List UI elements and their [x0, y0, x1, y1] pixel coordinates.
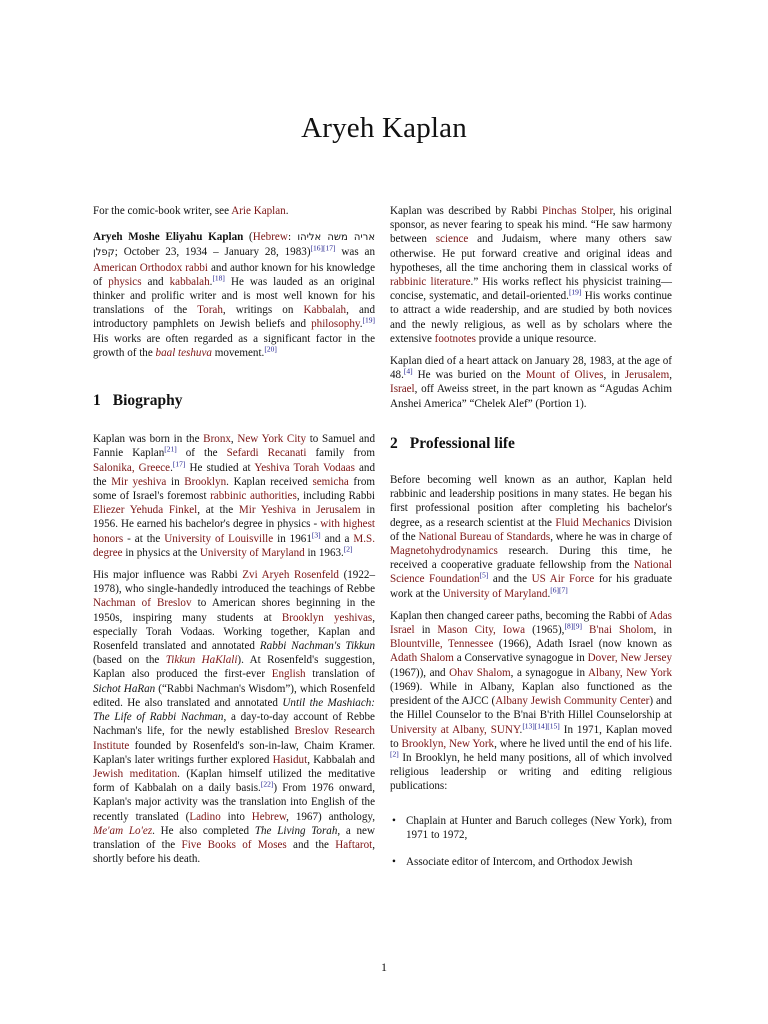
- salonika-link[interactable]: Salonika, Greece: [93, 461, 171, 474]
- mount-of-olives-link[interactable]: Mount of Olives: [525, 369, 604, 382]
- footnotes-link[interactable]: footnotes: [434, 332, 476, 345]
- biography-paragraph-2: His major influence was Rabbi Zvi Aryeh Rosenfeld (1922–1978), who single-handedly introduced the teachings of Rebbe Nachman of Breslov to American shores beginning in the 1950s, inspiring many students at Brooklyn yeshivas, especially Torah Vodaas. Working together, Kaplan and Rosenfeld translated and annotated Rabbi Nachman's Tikkun (based on the Tikkun HaKlali). At Rosenfeld's suggestion, Kaplan also produced the first-ever English translation of Sichot HaRan (“Rabbi Nachman's Wisdom”), which Rosenfeld edited. He also translated and annotated Until the Mashiach: The Life of Rabbi Nachman, a day-to-day account of Rebbe Nachman's life, for the newly established Breslov Research Institute founded by Rosenfeld's son-in-law, Chaim Kramer. Kaplan's later writings further explored Hasidut, Kabbalah and Jewish meditation. (Kaplan himself utilized the meditative form of Kabbalah on a daily basis.[22]) From 1976 onward, Kaplan's major activity was the translation into English of the recently translated (Ladino into Hebrew, 1967) anthology, Me'am Lo'ez. He also completed The Living Torah, a new translation of the Five Books of Moses and the Haftarot, shortly before his death.: [93, 569, 376, 866]
- work-title: Until the Mashiach: The Life of Rabbi Nachman: [93, 696, 376, 724]
- left-column: [93, 204, 375, 874]
- ref[interactable]: [17]: [172, 458, 186, 468]
- albany-link[interactable]: Albany, New York: [587, 666, 673, 679]
- mir-yeshiva-jerusalem-link[interactable]: Mir Yeshiva in Jerusalem: [238, 504, 361, 517]
- national-bureau-of-standards-link[interactable]: National Bureau of Standards: [418, 530, 551, 543]
- bronx-link[interactable]: Bronx: [203, 433, 231, 446]
- hebrew-link-2[interactable]: Hebrew: [251, 810, 287, 823]
- fluid-mechanics-link[interactable]: Fluid Mechanics: [555, 516, 631, 529]
- kabbalah-link-2[interactable]: Kabbalah: [303, 304, 347, 317]
- professional-paragraph-2: Kaplan then changed career paths, becoming the Rabbi of Adas Israel in Mason City, Iowa (1965),[8][9] B'nai Sholom, in Blountville, Tennessee (1966), Adath Israel (now known as Adath Shalom a Conservative synagogue in Dover, New Jersey (1967)), and Ohav Shalom, a synagogue in Albany, New York (1969). While in Albany, Kaplan also functioned as the president of the AJCC (Albany Jewish Community Center) and the Hillel Counselor to the B'nai B'rith Hillel Counselorship at University at Albany, SUNY.[13][14][15] In 1971, Kaplan moved to Brooklyn, New York, where he lived until the end of his life.[2] In Brooklyn, he held many positions, all of which involved religious leadership or writing and editing religious publications:: [390, 609, 673, 793]
- national-science-foundation-link[interactable]: National Science Foundation: [390, 559, 672, 586]
- nachman-of-breslov-link[interactable]: Nachman of Breslov: [93, 597, 192, 610]
- philosophy-link[interactable]: philosophy: [311, 318, 360, 331]
- blountville-link[interactable]: Blountville, Tennessee: [390, 638, 494, 651]
- section-heading-biography: 1 Biography: [93, 392, 183, 410]
- arie-kaplan-link[interactable]: Arie Kaplan: [231, 205, 286, 217]
- sefardi-recanati-link[interactable]: Sefardi Recanati: [226, 447, 307, 460]
- professional-paragraph-1: Before becoming well known as an author, Kaplan held rabbinic and leadership positions in many states. He began his first professional position after completing his bachelor's degree, as a research scientist at the Fluid Mechanics Division of the National Bureau of Standards, where he was in charge of Magnetohydrodynamics research. During this time, he received a cooperative graduate fellowship from the National Science Foundation[5] and the US Air Force for his graduate work at the University of Maryland.[6][7]: [390, 474, 673, 600]
- haftarot-link[interactable]: Haftarot: [335, 838, 373, 851]
- positions-list: [390, 814, 672, 870]
- brooklyn-link[interactable]: Brooklyn: [184, 475, 227, 488]
- page-title: Aryeh Kaplan: [301, 112, 467, 144]
- rabbinic-authorities-link[interactable]: rabbinic authorities: [210, 490, 297, 503]
- mason-city-link[interactable]: Mason City, Iowa: [437, 624, 526, 637]
- ref[interactable]: [4]: [403, 366, 413, 376]
- kabbalah-link[interactable]: kabbalah: [169, 275, 210, 288]
- ms-degree-link[interactable]: M.S. degree: [93, 532, 375, 559]
- ref[interactable]: [16][17]: [310, 243, 336, 253]
- new-york-city-link[interactable]: New York City: [237, 433, 307, 446]
- israel-link[interactable]: Israel: [390, 383, 415, 396]
- hebrew-link[interactable]: Hebrew: [252, 231, 288, 244]
- death-paragraph: Kaplan died of a heart attack on January 28, 1983, at the age of 48.[4] He was buried on the Mount of Olives, in Jerusalem, Israel, off Aweiss street, in the part known as “Agudas Achim Anshei America” “Chelek Alef” (Portion 1).: [390, 355, 672, 410]
- american-orthodox-rabbi-link[interactable]: American Orthodox rabbi: [93, 261, 209, 274]
- magnetohydrodynamics-link[interactable]: Magnetohydrodynamics: [390, 545, 498, 558]
- five-books-of-moses-link[interactable]: Five Books of Moses: [181, 838, 287, 851]
- ref[interactable]: [8][9]: [564, 621, 582, 631]
- ref[interactable]: [19]: [362, 315, 375, 325]
- adath-shalom-link[interactable]: Adath Shalom: [390, 652, 454, 665]
- right-column: [390, 204, 672, 882]
- hebrew-name: : אריה משה אליהו קפלן: [93, 232, 376, 259]
- university-of-maryland-link-2[interactable]: University of Maryland: [442, 587, 548, 600]
- university-of-maryland-link[interactable]: University of Maryland: [199, 546, 305, 559]
- ladino-link[interactable]: Ladino: [189, 810, 221, 823]
- bnai-sholom-link[interactable]: B'nai Sholom: [589, 624, 654, 637]
- yeshiva-torah-vodaas-link[interactable]: Yeshiva Torah Vodaas: [254, 461, 355, 474]
- eliezer-yehuda-finkel-link[interactable]: Eliezer Yehuda Finkel: [93, 504, 198, 517]
- albany-jcc-link[interactable]: Albany Jewish Community Center: [495, 695, 650, 708]
- zvi-aryeh-rosenfeld-link[interactable]: Zvi Aryeh Rosenfeld: [242, 569, 339, 582]
- us-air-force-link[interactable]: US Air Force: [531, 573, 595, 586]
- list-item: • Associate editor of Intercom, and Orthodox Jewish: [392, 855, 633, 868]
- breslov-research-institute-link[interactable]: Breslov Research Institute: [93, 725, 375, 752]
- bullet-icon: •: [392, 855, 396, 868]
- hasidut-link[interactable]: Hasidut: [272, 753, 308, 766]
- highest-honors-link[interactable]: with highest honors: [93, 518, 375, 545]
- university-of-louisville-link[interactable]: University of Louisville: [164, 532, 274, 545]
- list-item: • Chaplain at Hunter and Baruch colleges (New York), from 1971 to 1972,: [392, 814, 672, 841]
- ref[interactable]: [2]: [343, 544, 353, 554]
- ref[interactable]: [18]: [212, 273, 225, 283]
- physics-link[interactable]: physics: [108, 275, 142, 288]
- torah-link[interactable]: Torah: [197, 304, 223, 317]
- ref[interactable]: [22]: [260, 779, 274, 789]
- brooklyn-yeshivas-link[interactable]: Brooklyn yeshivas: [281, 611, 373, 624]
- brooklyn-new-york-link[interactable]: Brooklyn, New York: [401, 737, 495, 750]
- work-title: The Living Torah: [254, 824, 338, 837]
- science-link[interactable]: science: [435, 233, 469, 246]
- ref[interactable]: [3]: [311, 529, 321, 539]
- intro-paragraph: Aryeh Moshe Eliyahu Kaplan (Hebrew: אריה משה אליהו קפלן; October 23, 1934 – January 28, 1983)[16][17] was an American Orthodox rabbi and author known for his knowledge of physics and kabbalah.[18] He was lauded as an original thinker and prolific writer and is most well known for his translations of the Torah, writings on Kabbalah, and introductory pamphlets on Jewish beliefs and philosophy.[19] His works are often regarded as a significant factor in the growth of the baal teshuva movement.[20]: [93, 231, 376, 359]
- mir-yeshiva-link[interactable]: Mir yeshiva: [111, 475, 167, 488]
- rabbinic-literature-link[interactable]: rabbinic literature: [390, 276, 471, 289]
- english-link[interactable]: English: [271, 668, 306, 681]
- semicha-link[interactable]: semicha: [312, 475, 349, 488]
- ref[interactable]: [5]: [479, 570, 489, 580]
- work-title: Sichot HaRan: [93, 682, 156, 695]
- jewish-meditation-link[interactable]: Jewish meditation: [93, 767, 178, 780]
- bullet-icon: •: [392, 814, 396, 827]
- biography-paragraph-1: Kaplan was born in the Bronx, New York City to Samuel and Fannie Kaplan[21] of the Sefardi Recanati family from Salonika, Greece.[17] He studied at Yeshiva Torah Vodaas and the Mir yeshiva in Brooklyn. Kaplan received semicha from some of Israel's foremost rabbinic authorities, including Rabbi Eliezer Yehuda Finkel, at the Mir Yeshiva in Jerusalem in 1956. He earned his bachelor's degree in physics - with highest honors - at the University of Louisville in 1961[3] and a M.S. degree in physics at the University of Maryland in 1963.[2]: [93, 433, 376, 559]
- pinchas-stolper-link[interactable]: Pinchas Stolper: [542, 205, 613, 217]
- ref[interactable]: [6][7]: [550, 584, 568, 594]
- ohav-shalom-link[interactable]: Ohav Shalom: [449, 666, 511, 679]
- hatnote: For the comic-book writer, see Arie Kaplan.: [93, 205, 289, 217]
- meam-loez-link[interactable]: Me'am Lo'ez: [93, 824, 153, 837]
- suny-albany-link[interactable]: University at Albany, SUNY: [390, 723, 520, 736]
- dover-link[interactable]: Dover, New Jersey: [587, 652, 672, 665]
- ref[interactable]: [20]: [264, 344, 277, 354]
- description-paragraph: Kaplan was described by Rabbi Pinchas Stolper, his original sponsor, as never fearing to speak his mind. “He saw harmony between science and Judaism, where many others saw otherwise. He put forward creative and original ideas and hypotheses, all the time anchoring them in classical works of rabbinic literature.” His works reflect his physicist training—concise, systematic, and detail-oriented.[19] His works continue to attract a wide readership, and are studied by both novices and the newly religious, as well as by scholars where the extensive footnotes provide a unique resource.: [390, 205, 672, 345]
- section-heading-professional-life: 2 Professional life: [390, 434, 515, 452]
- ref[interactable]: [21]: [164, 444, 177, 454]
- work-title: Rabbi Nachman's Tikkun: [259, 640, 376, 653]
- ref[interactable]: [19]: [568, 287, 582, 297]
- ref[interactable]: [2]: [390, 749, 399, 759]
- page-number: 1: [381, 960, 387, 974]
- jerusalem-link[interactable]: Jerusalem: [624, 369, 670, 382]
- tikkun-haklali-link[interactable]: Tikkun HaKlali: [165, 654, 238, 667]
- ref[interactable]: [13][14][15]: [522, 720, 560, 730]
- subject-name: Aryeh Moshe Eliyahu Kaplan: [93, 231, 244, 244]
- baal-teshuva-link[interactable]: baal teshuva: [155, 346, 212, 359]
- adas-israel-link[interactable]: Adas Israel: [390, 609, 672, 637]
